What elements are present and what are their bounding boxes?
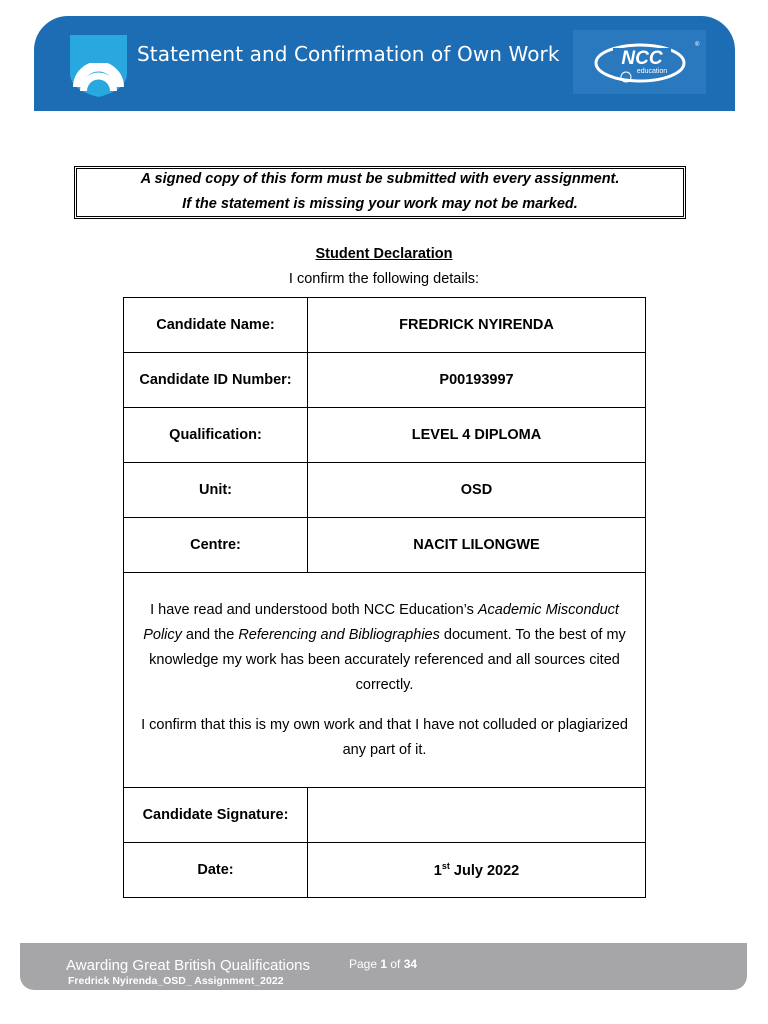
qualification-label: Qualification:: [124, 408, 308, 463]
declaration-title: Student Declaration: [315, 246, 453, 262]
page-number: Page 1 of 34: [349, 957, 418, 971]
unit-value: OSD: [308, 463, 646, 518]
centre-label: Centre:: [124, 518, 308, 573]
statement-paragraph-1: I have read and understood both NCC Education’s Academic Misconduct Policy and the Referencing and Bibliographies document. To the best of my knowledge my work has been accurately referenced and all sources cited correctly.: [143, 601, 626, 693]
table-row: [124, 788, 646, 843]
submission-notice: [74, 166, 686, 219]
signature-field[interactable]: [308, 788, 646, 843]
table-row: [124, 298, 646, 353]
date-value: 1st July 2022: [308, 843, 646, 898]
svg-text:®: ®: [695, 42, 700, 48]
notice-line-2: If the statement is missing your work may not be marked.: [182, 196, 578, 212]
declaration-subtitle: I confirm the following details:: [288, 271, 480, 287]
candidate-name-value: FREDRICK NYIRENDA: [308, 298, 646, 353]
table-row: [124, 353, 646, 408]
table-row: [124, 463, 646, 518]
table-row: [124, 408, 646, 463]
page-footer: [20, 943, 747, 990]
svg-text:NCC: NCC: [621, 48, 663, 69]
ncc-logo: [573, 30, 706, 94]
statement-paragraph-2: I confirm that this is my own work and that I have not colluded or plagiarized any part of it.: [141, 716, 628, 758]
ncc-logo-icon: [573, 30, 706, 94]
candidate-id-value: P00193997: [308, 353, 646, 408]
statement-row: [124, 573, 646, 788]
centre-value: NACIT LILONGWE: [308, 518, 646, 573]
declaration-form-table: [123, 297, 646, 898]
unit-label: Unit:: [124, 463, 308, 518]
signature-label: Candidate Signature:: [124, 788, 308, 843]
referencing-bibliographies-ref: Referencing and Bibliographies: [238, 626, 440, 643]
statement-cell: [124, 573, 646, 788]
date-label: Date:: [124, 843, 308, 898]
svg-text:education: education: [636, 68, 668, 75]
qualification-value: LEVEL 4 DIPLOMA: [308, 408, 646, 463]
table-row: [124, 518, 646, 573]
academic-misconduct-policy-ref: Academic Misconduct Policy: [143, 601, 619, 643]
candidate-name-label: Candidate Name:: [124, 298, 308, 353]
notice-line-1: A signed copy of this form must be submitted with every assignment.: [140, 171, 620, 187]
header-banner: [34, 16, 735, 111]
page-title: Statement and Confirmation of Own Work: [137, 42, 560, 66]
table-row: [124, 843, 646, 898]
candidate-id-label: Candidate ID Number:: [124, 353, 308, 408]
footer-filename: Fredrick Nyirenda_OSD_ Assignment_2022: [68, 975, 284, 987]
footer-slogan: Awarding Great British Qualifications: [66, 957, 310, 974]
shield-logo-icon: [70, 35, 127, 97]
